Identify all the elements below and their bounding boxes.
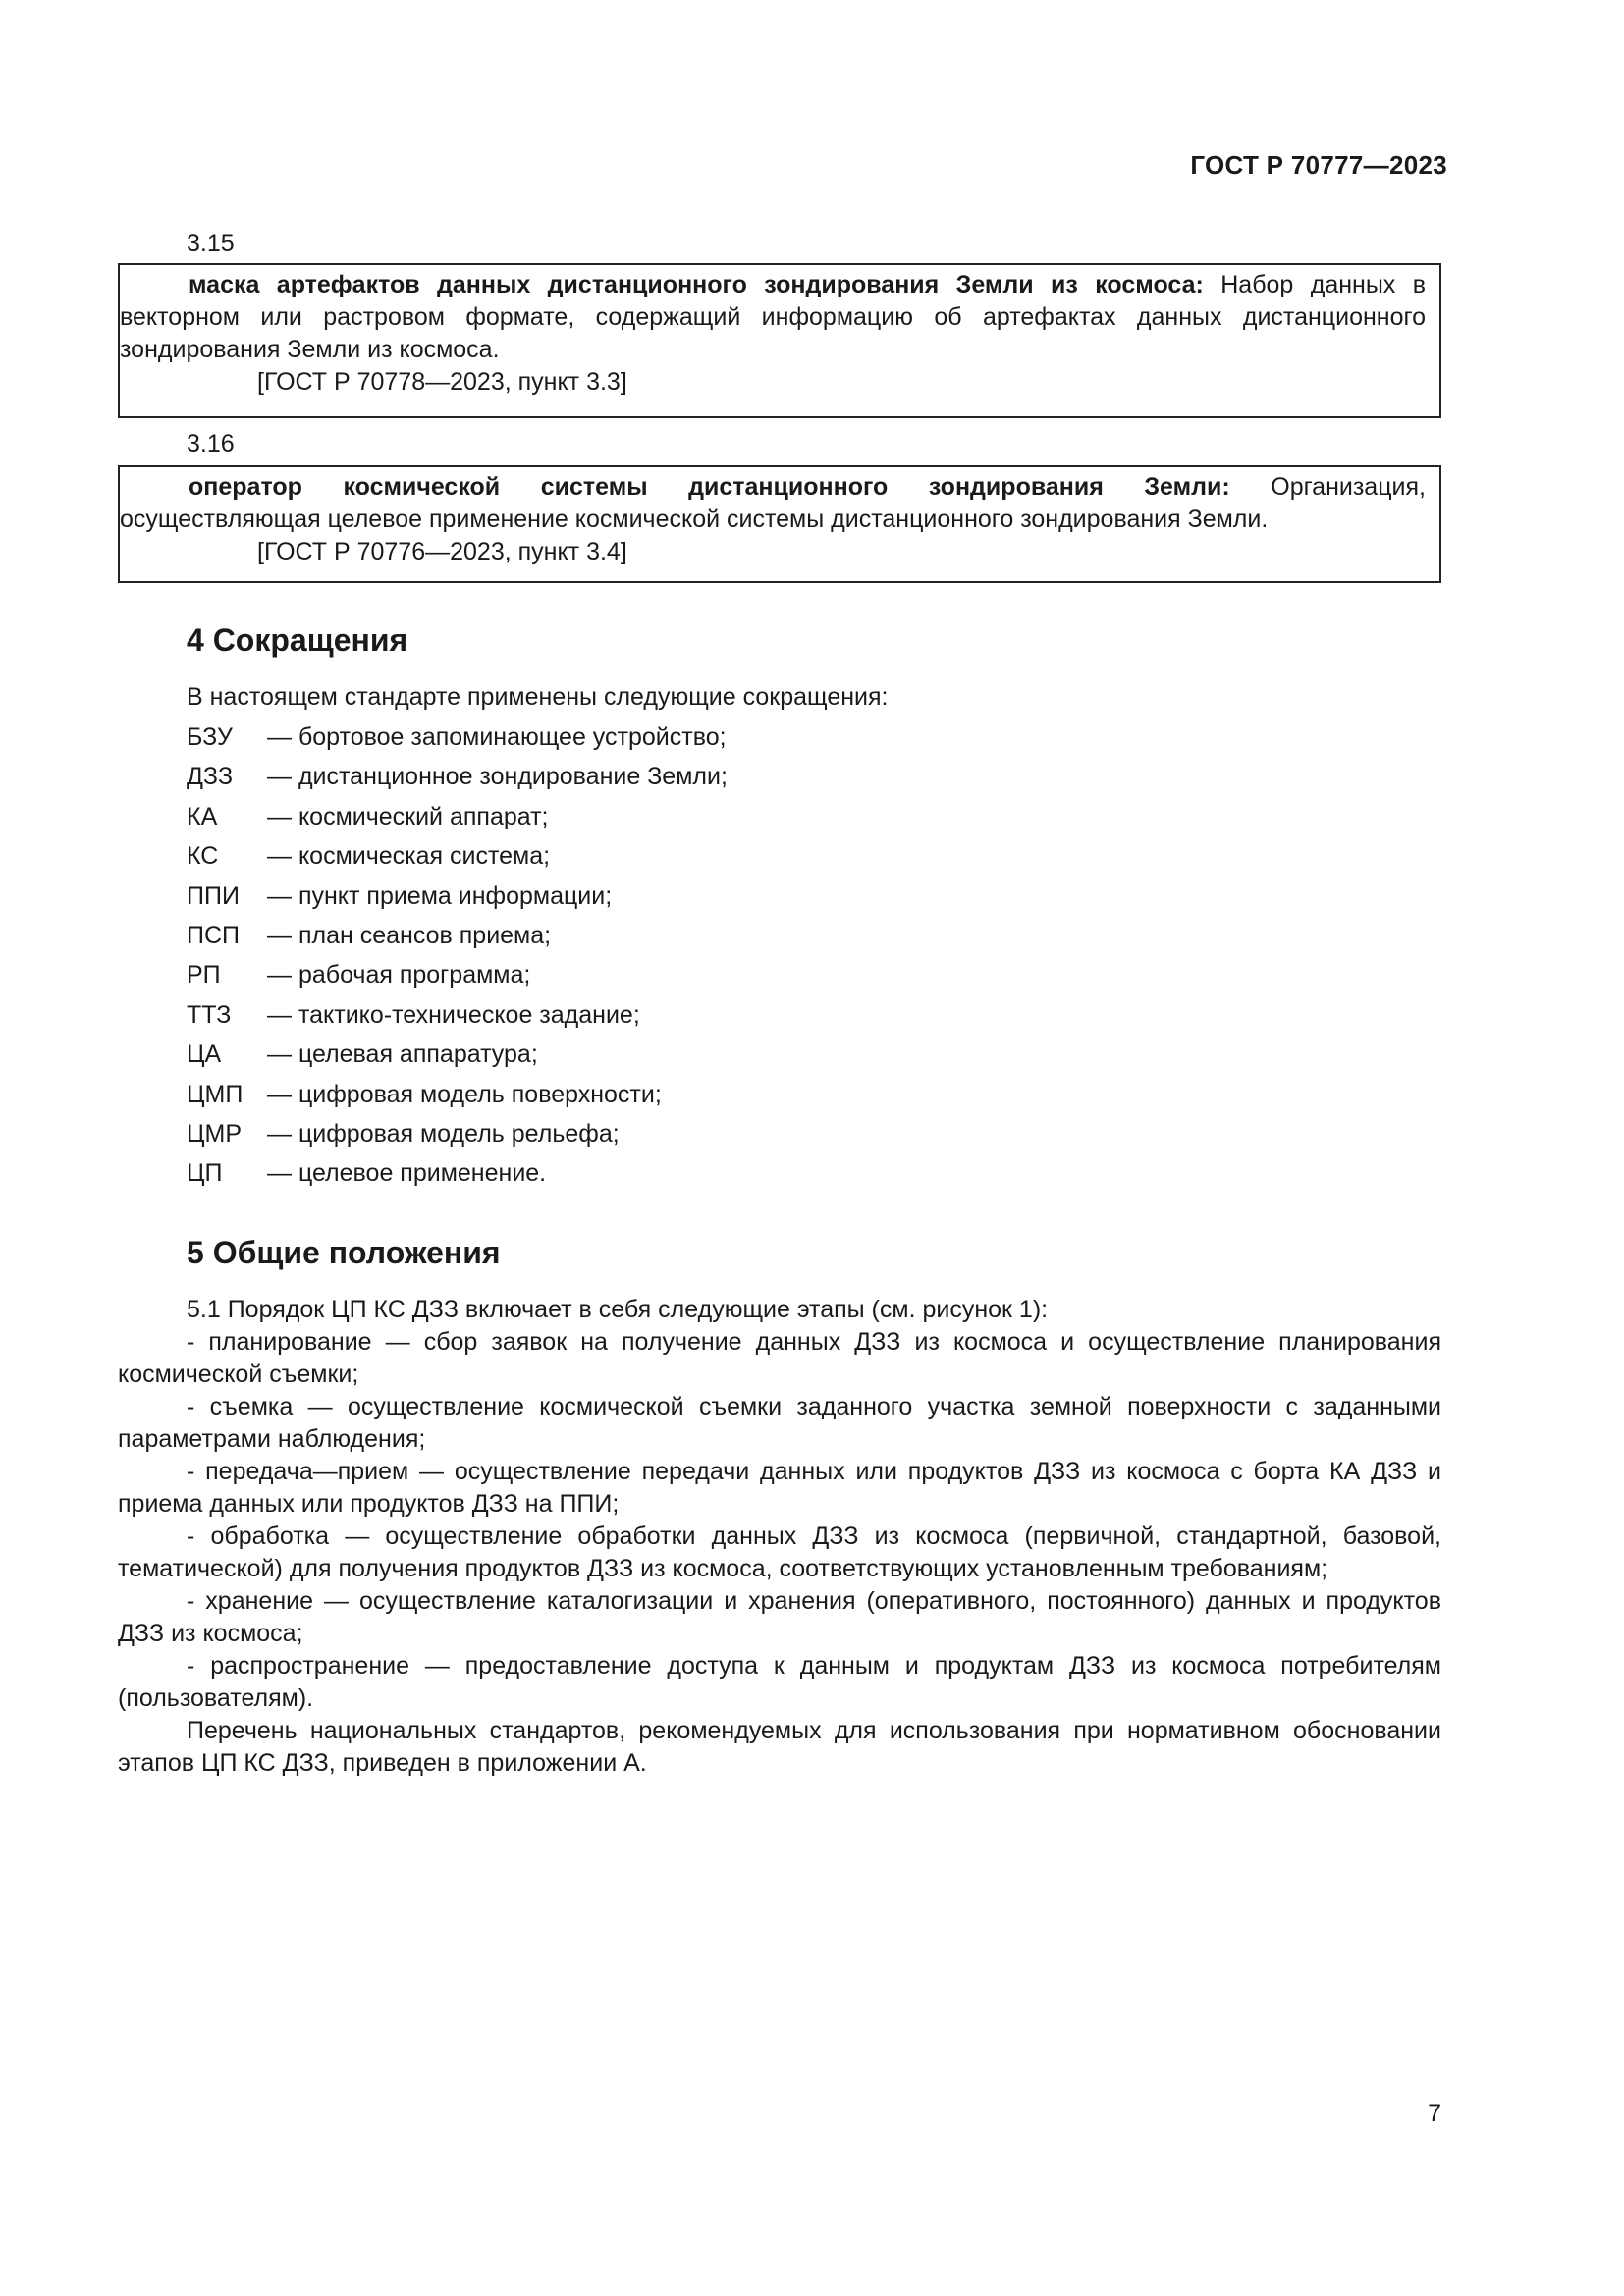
abbreviation-code: КС <box>187 842 219 871</box>
body-paragraph: - распространение — предоставление доступа к данным и продуктам ДЗЗ из космоса потребителям (пользователям). <box>118 1652 1441 1712</box>
abbreviation-text: — пункт приема информации; <box>267 881 613 910</box>
abbreviation-text: — тактико-техническое задание; <box>267 1000 640 1029</box>
term-number: 3.15 <box>187 230 235 257</box>
term-definition-box <box>118 465 1441 583</box>
list-item <box>187 916 728 955</box>
term-paragraph <box>120 471 1426 536</box>
abbreviation-list <box>187 718 728 1194</box>
term-reference: [ГОСТ Р 70778—2023, пункт 3.3] <box>257 368 627 396</box>
document-id-header: ГОСТ Р 70777—2023 <box>1190 150 1447 180</box>
abbreviation-text: — план сеансов приема; <box>267 921 552 949</box>
abbreviation-code: ЦА <box>187 1041 222 1069</box>
abbreviation-text: — бортовое запоминающее устройство; <box>267 723 727 751</box>
abbreviation-text: — дистанционное зондирование Земли; <box>267 763 728 791</box>
list-item <box>187 1035 728 1074</box>
section-body <box>118 1294 1441 1780</box>
section-heading: 5 Общие положения <box>187 1235 501 1270</box>
body-paragraph: - съемка — осуществление космической съемки заданного участка земной поверхности с заданными параметрами наблюдения; <box>118 1393 1441 1453</box>
list-item <box>187 955 728 994</box>
abbreviation-text: — цифровая модель поверхности; <box>267 1080 662 1108</box>
body-paragraph: - хранение — осуществление каталогизации и хранения (оперативного, постоянного) данных и продуктов ДЗЗ из космоса; <box>118 1587 1441 1647</box>
body-paragraph: - передача—прием — осуществление передачи данных или продуктов ДЗЗ из космоса с борта КА ДЗЗ и приема данных или продуктов ДЗЗ на ППИ; <box>118 1458 1441 1518</box>
term-title: маска артефактов данных дистанционного зондирования Земли из космоса: <box>189 271 1204 298</box>
body-paragraph: 5.1 Порядок ЦП КС ДЗЗ включает в себя следующие этапы (см. рисунок 1): <box>187 1296 1049 1323</box>
term-reference: [ГОСТ Р 70776—2023, пункт 3.4] <box>257 538 627 565</box>
body-paragraph: - обработка — осуществление обработки данных ДЗЗ из космоса (первичной, стандартной, базовой, тематической) для получения продуктов ДЗЗ из космоса, соответствующих установленным требованиям; <box>118 1522 1441 1582</box>
body-paragraph: Перечень национальных стандартов, рекомендуемых для использования при нормативном обосновании этапов ЦП КС ДЗЗ, приведен в приложении А. <box>118 1717 1441 1777</box>
list-item <box>187 877 728 916</box>
list-item <box>187 1114 728 1153</box>
abbreviation-code: ЦМР <box>187 1119 242 1148</box>
abbreviation-text: — космический аппарат; <box>267 802 549 830</box>
term-definition-box <box>118 263 1441 418</box>
list-item <box>187 1153 728 1193</box>
abbreviation-text: — цифровая модель рельефа; <box>267 1119 620 1148</box>
abbreviation-text: — целевое применение. <box>267 1159 547 1188</box>
abbreviation-code: ПСП <box>187 921 240 949</box>
abbreviation-code: БЗУ <box>187 723 233 751</box>
abbreviation-text: — целевая аппаратура; <box>267 1041 538 1069</box>
section-heading: 4 Сокращения <box>187 622 408 658</box>
abbreviation-code: ЦМП <box>187 1080 244 1108</box>
abbreviation-code: ППИ <box>187 881 240 910</box>
section-intro: В настоящем стандарте применены следующие сокращения: <box>187 683 889 711</box>
list-item <box>187 757 728 796</box>
abbreviation-code: ДЗЗ <box>187 763 234 791</box>
page-number: 7 <box>1428 2100 1441 2127</box>
abbreviation-code: ТТЗ <box>187 1000 232 1029</box>
term-definition: Набор данных в векторном или растровом формате, содержащий информацию об артефактах данных дистанционного зондирования Земли из космоса. <box>120 271 1426 363</box>
abbreviation-code: КА <box>187 802 218 830</box>
abbreviation-text: — рабочая программа; <box>267 961 531 989</box>
term-paragraph <box>120 269 1426 366</box>
term-title: оператор космической системы дистанционного зондирования Земли: <box>189 473 1230 501</box>
term-definition: Организация, осуществляющая целевое применение космической системы дистанционного зондирования Земли. <box>120 473 1426 533</box>
list-item <box>187 718 728 757</box>
list-item <box>187 836 728 876</box>
list-item <box>187 995 728 1035</box>
abbreviation-code: РП <box>187 961 221 989</box>
abbreviation-text: — космическая система; <box>267 842 551 871</box>
list-item <box>187 1075 728 1114</box>
body-paragraph: - планирование — сбор заявок на получение данных ДЗЗ из космоса и осуществление планирования космической съемки; <box>118 1328 1441 1388</box>
abbreviation-code: ЦП <box>187 1159 223 1188</box>
term-number: 3.16 <box>187 430 235 457</box>
list-item <box>187 797 728 836</box>
